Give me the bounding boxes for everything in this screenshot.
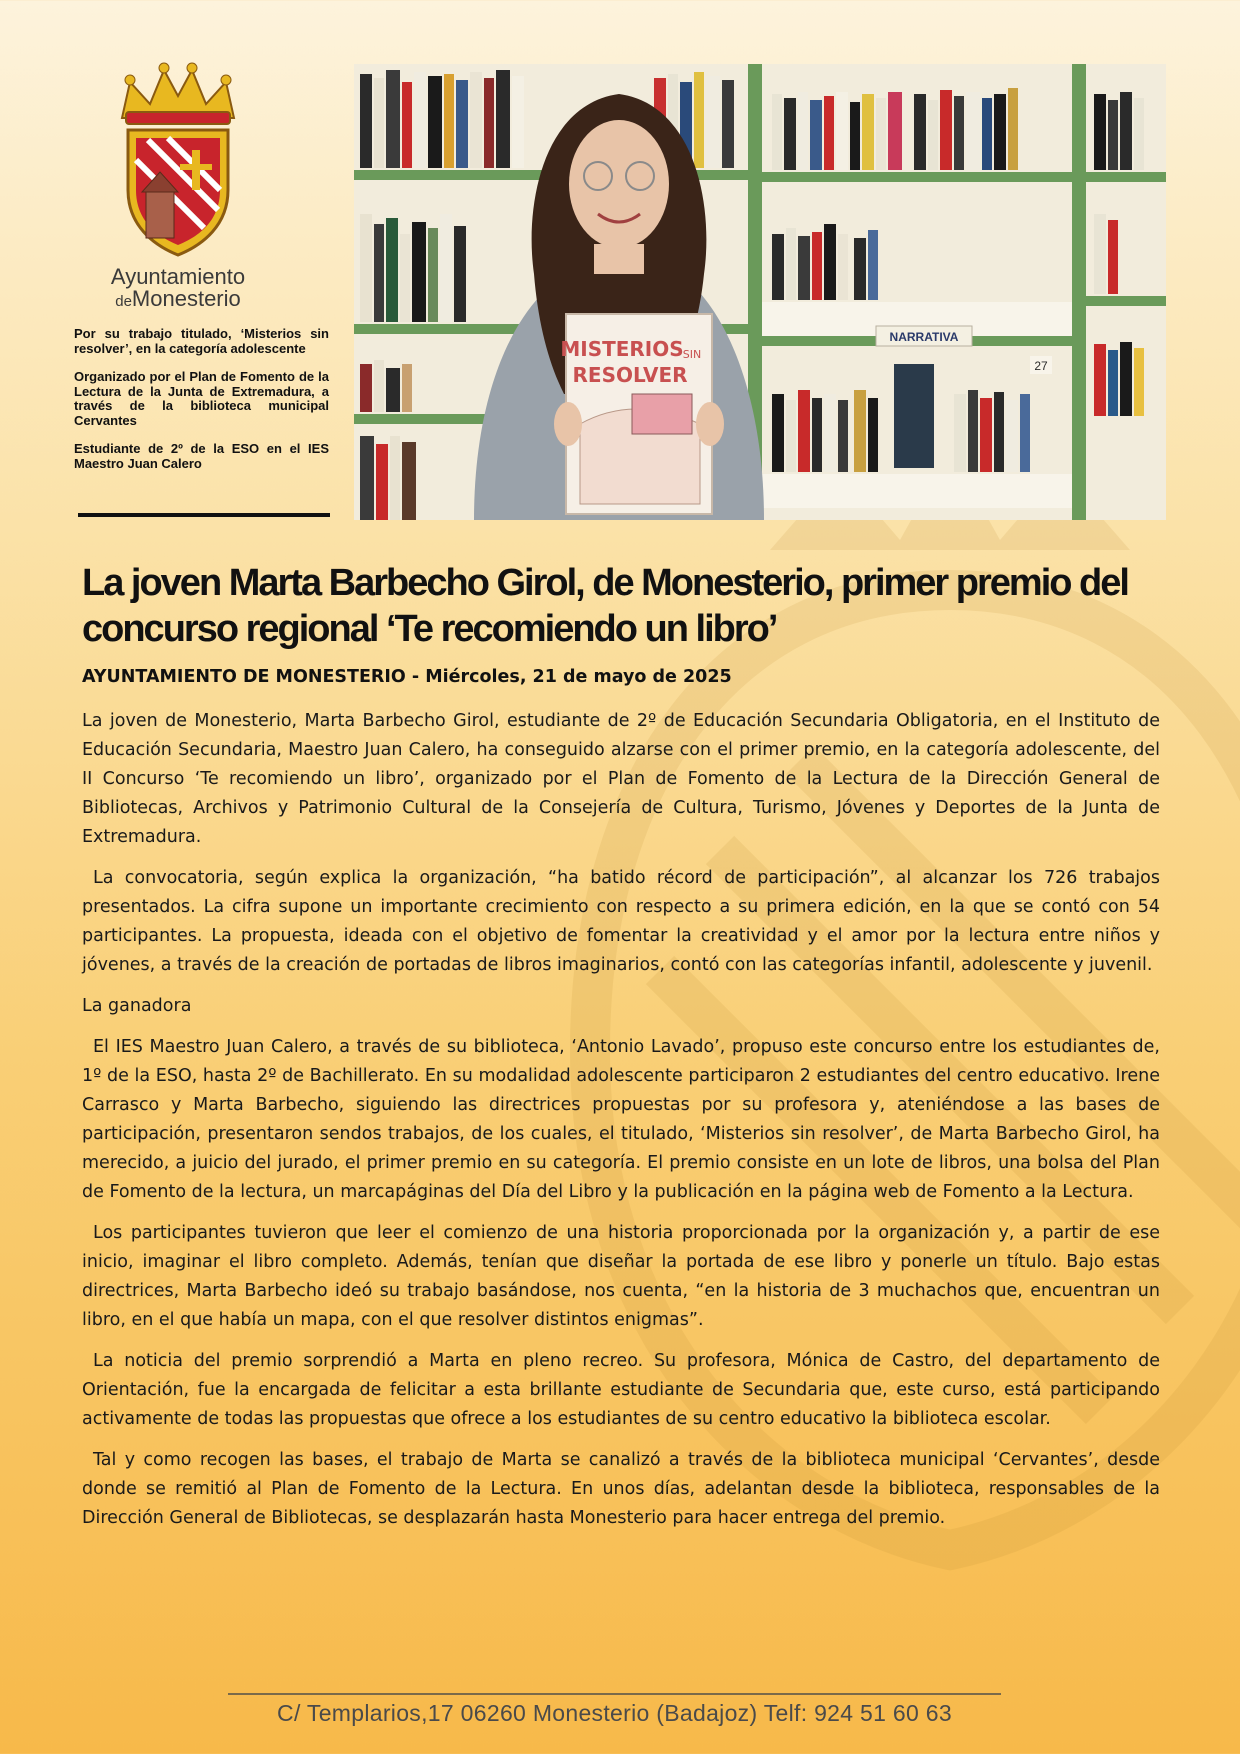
footer-address: C/ Templarios,17 06260 Monesterio (Badajoz) Telf: 924 51 60 63 [277, 1700, 952, 1726]
article-paragraph: La convocatoria, según explica la organización, “ha batido récord de participación”, al alcanzar los 726 trabajos presentados. La cifra supone un importante crecimiento con respecto a su primera edición, en la que se contó con 54 participantes. La propuesta, ideada con el objetivo de fomentar la creatividad y el amor por la lectura entre niños y jóvenes, a través de la creación de portadas de libros imaginarios, contó con las categorías infantil, adolescente y juvenil. [82, 868, 1160, 975]
article-photo [354, 64, 1166, 520]
article-paragraph: Tal y como recogen las bases, el trabajo de Marta se canalizó a través de la biblioteca municipal ‘Cervantes’, desde donde se remitió al Plan de Fomento de la Lectura. En unos días, adelantan desde la biblioteca, responsables de la Dirección General de Bibliotecas, se desplazarán hasta Monesterio para hacer entrega del premio. [82, 1450, 1160, 1528]
logo-line2-prefix: de [115, 293, 132, 310]
article-body [82, 707, 1160, 1545]
article-headline: La joven Marta Barbecho Girol, de Monesterio, primer premio del concurso regional ‘Te recomiendo un libro’ [82, 562, 1128, 650]
sidebar-divider [78, 513, 330, 517]
municipal-logo [88, 60, 268, 310]
sidebar-highlights [74, 327, 329, 485]
section-subheading: La ganadora [82, 996, 192, 1016]
article-paragraph: La noticia del premio sorprendió a Marta en pleno recreo. Su profesora, Mónica de Castro, del departamento de Orientación, fue la encargada de felicitar a esta brillante estudiante de Secundaria que, este curso, está participando activamente de todas las propuestas que ofrece a los estudiantes de su centro educativo la biblioteca escolar. [82, 1351, 1160, 1429]
footer-divider [228, 1693, 1001, 1695]
article-paragraph: Los participantes tuvieron que leer el comienzo de una historia proporcionada por la organización y, a partir de ese inicio, imaginar el libro completo. Además, tenían que diseñar la portada de ese libro y ponerle un título. Bajo estas directrices, Marta Barbecho ideó su trabajo basándose, nos cuenta, “en la historia de 3 muchachos que, encuentran un libro, en el que había un mapa, con el que resolver distintos enigmas”. [82, 1223, 1160, 1330]
article-byline: AYUNTAMIENTO DE MONESTERIO - Miércoles, 21 de mayo de 2025 [82, 667, 732, 687]
sidebar-item: Por su trabajo titulado, ‘Misterios sin resolver’, en la categoría adolescente [74, 326, 329, 356]
shelf-number-text: 27 [1034, 359, 1048, 373]
article-paragraph: La joven de Monesterio, Marta Barbecho Girol, estudiante de 2º de Educación Secundaria Obligatoria, en el Instituto de Educación Secundaria, Maestro Juan Calero, ha conseguido alzarse con el primer premio, en la categoría adolescente, del II Concurso ‘Te recomiendo un libro’, organizado por el Plan de Fomento de la Lectura de la Dirección General de Bibliotecas, Archivos y Patrimonio Cultural de la Consejería de Cultura, Turismo, Jóvenes y Deportes de la Junta de Extremadura. [82, 711, 1160, 847]
shelf-label-text: NARRATIVA [889, 330, 959, 344]
coat-of-arms-icon [108, 60, 248, 260]
sidebar-item: Organizado por el Plan de Fomento de la Lectura de la Junta de Extremadura, a través de la biblioteca municipal Cervantes [74, 369, 329, 428]
logo-line2: Monesterio [131, 286, 241, 311]
sidebar-item: Estudiante de 2º de la ESO en el IES Maestro Juan Calero [74, 441, 329, 471]
logo-line1: Ayuntamiento [110, 264, 246, 289]
book-cover-line1: MISTERIOS [560, 337, 684, 361]
book-cover-line3: RESOLVER [572, 363, 688, 387]
book-cover-line2: SIN [682, 348, 702, 361]
article-paragraph: El IES Maestro Juan Calero, a través de su biblioteca, ‘Antonio Lavado’, propuso este concurso entre los estudiantes de, 1º de la ESO, hasta 2º de Bachillerato. En su modalidad adolescente participaron 2 estudiantes del centro educativo. Irene Carrasco y Marta Barbecho, siguiendo las directrices propuestas por su profesora y, ateniéndose a las bases de participación, presentaron sendos trabajos, de los cuales, el titulado, ‘Misterios sin resolver’, de Marta Barbecho Girol, ha merecido, a juicio del jurado, el primer premio en su categoría. El premio consiste en un lote de libros, una bolsa del Plan de Fomento de la lectura, un marcapáginas del Día del Libro y la publicación en la página web de Fomento a la Lectura. [82, 1037, 1160, 1202]
